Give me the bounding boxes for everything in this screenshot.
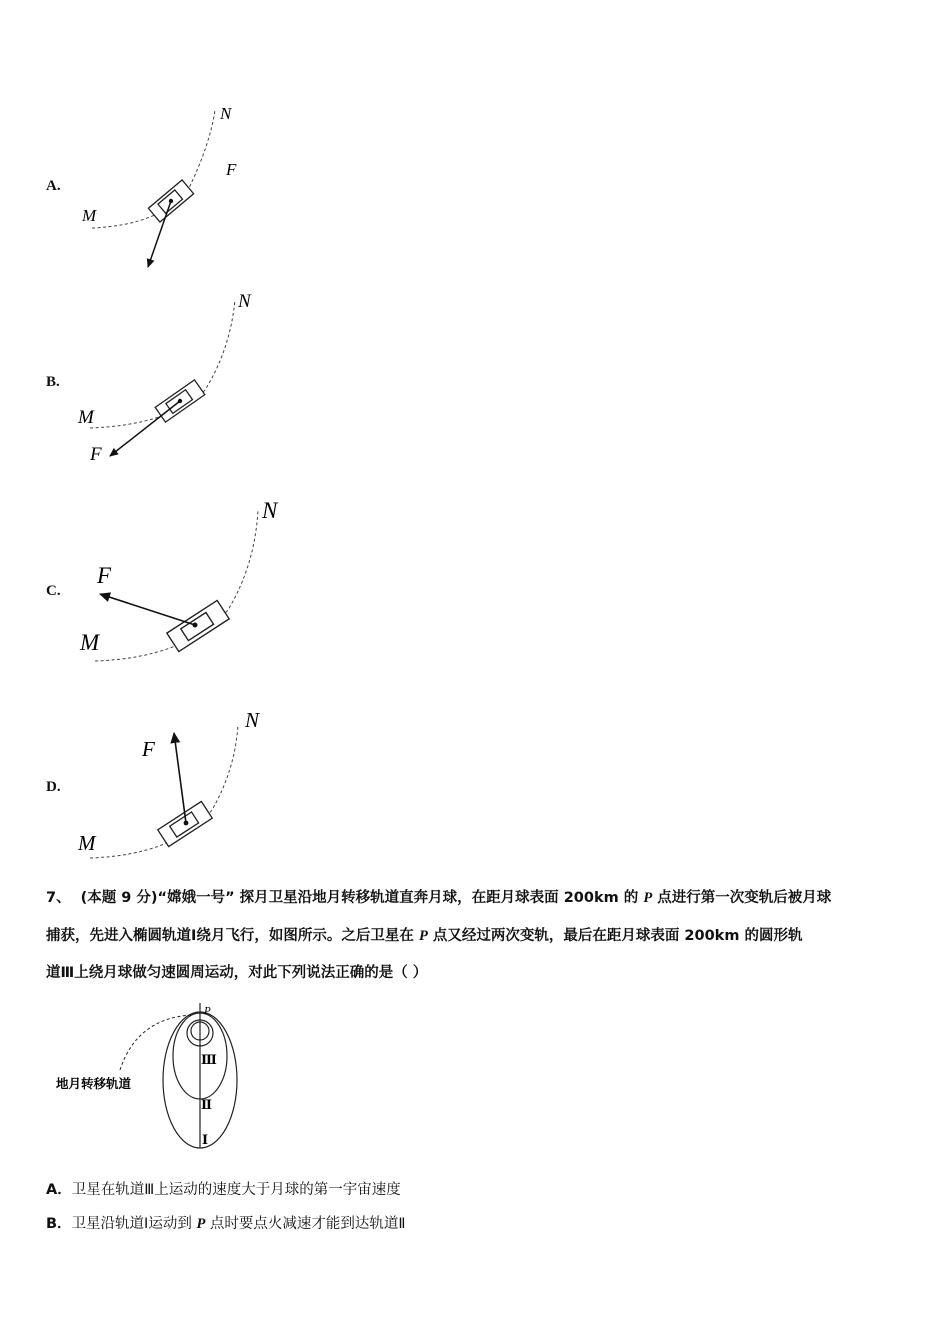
- question-line-3: 道Ⅲ上绕月球做匀速圆周运动，对此下列说法正确的是（ ）: [46, 965, 428, 981]
- label-orbit-i: Ⅰ: [202, 1132, 209, 1147]
- label-m: M: [78, 407, 94, 428]
- figure-option-b: [70, 285, 280, 470]
- label-n: N: [220, 104, 232, 123]
- label-f: F: [90, 444, 102, 465]
- question-line-2: 捕获，先进入椭圆轨道Ⅰ绕月飞行，如图所示。之后卫星在 P 点又经过两次变轨，最后在距月球表面 200km 的圆形轨: [46, 928, 803, 944]
- label-m: M: [78, 831, 96, 855]
- label-f: F: [142, 737, 155, 761]
- label-f: F: [97, 563, 112, 588]
- label-orbit-iii: Ⅲ: [201, 1052, 217, 1067]
- label-f: F: [226, 160, 237, 179]
- question-line-1: 7、 (本题 9 分)“嫦娥一号” 探月卫星沿地月转移轨道直奔月球，在距月球表面 200km 的 P 点进行第一次变轨后被月球: [46, 890, 832, 906]
- orbit-figure: [52, 998, 272, 1150]
- label-n: N: [238, 291, 251, 312]
- figure-option-c: [70, 490, 300, 675]
- option-c-label: C.: [46, 583, 61, 599]
- option-d-label: D.: [46, 779, 61, 795]
- force-arrow: [100, 594, 195, 625]
- transfer-orbit: [120, 1015, 192, 1070]
- label-orbit-ii: Ⅱ: [201, 1097, 212, 1112]
- answer-a: A．卫星在轨道Ⅲ上运动的速度大于月球的第一宇宙速度: [46, 1182, 401, 1198]
- force-arrow: [110, 401, 180, 456]
- answer-b: B．卫星沿轨道Ⅰ运动到 P 点时要点火减速才能到达轨道Ⅱ: [46, 1216, 406, 1232]
- label-n: N: [245, 708, 260, 732]
- figure-option-d: [70, 700, 290, 865]
- label-m: M: [80, 630, 100, 655]
- label-p: P: [204, 1005, 211, 1017]
- option-a-label: A.: [46, 178, 61, 194]
- car-icon: [167, 600, 229, 651]
- force-arrow: [174, 733, 186, 823]
- label-n: N: [262, 498, 278, 523]
- label-m: M: [82, 206, 97, 225]
- label-transfer-orbit: 地月转移轨道: [56, 1076, 132, 1091]
- figure-option-a: [70, 95, 270, 280]
- option-b-label: B.: [46, 374, 60, 390]
